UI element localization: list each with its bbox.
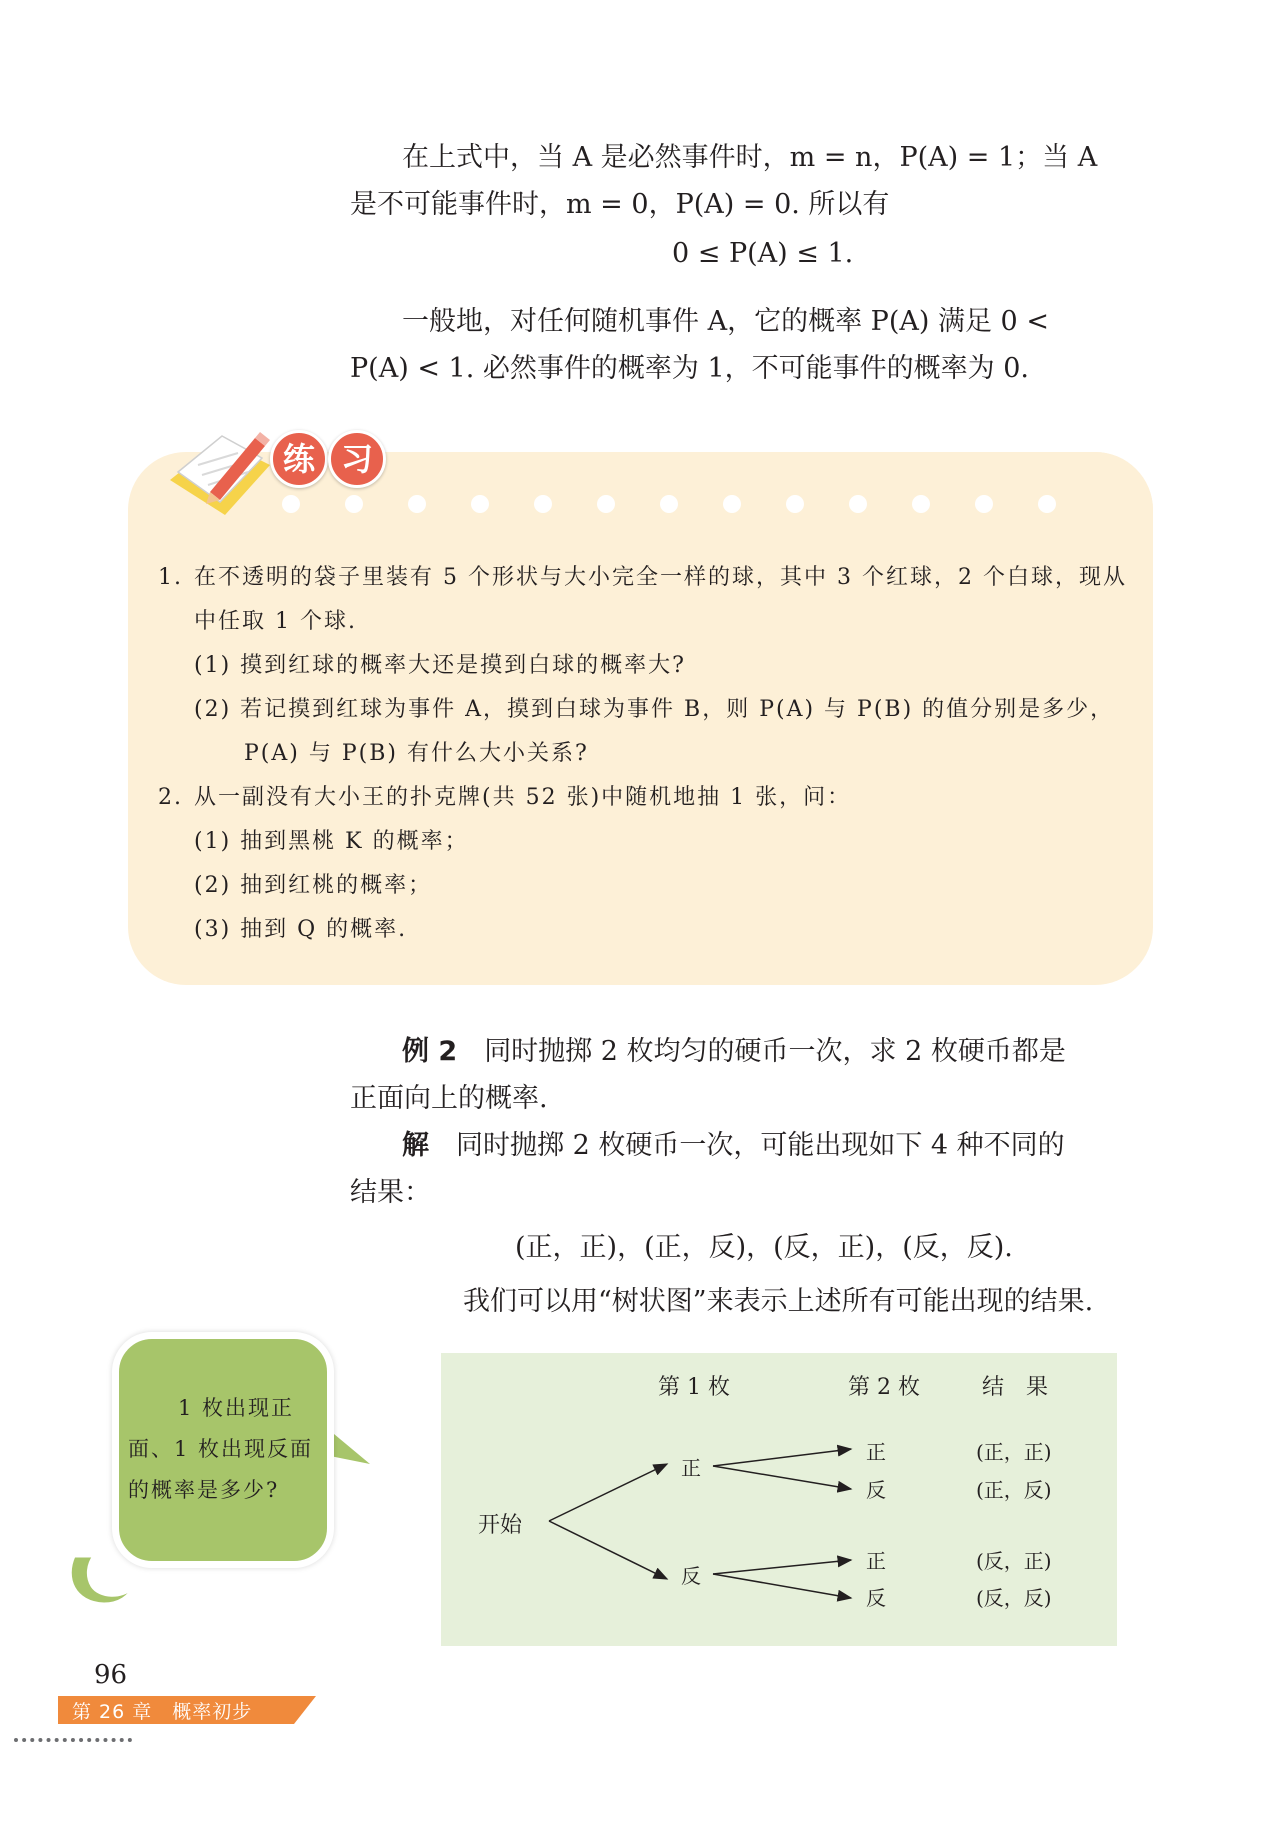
tree-second-node: 反 <box>866 1586 886 1610</box>
decor-dot <box>849 495 867 513</box>
statement-line-1: 一般地，对任何随机事件 A，它的概率 P(A) 满足 0 < <box>402 306 1049 337</box>
exercise-2-number: 2. <box>158 785 183 810</box>
general-statement-paragraph <box>350 298 1147 392</box>
exercise-2-sub-2: (2) 抽到红桃的概率； <box>194 873 433 898</box>
bubble-line-1: 1 枚出现正 <box>178 1396 295 1420</box>
bubble-question <box>128 1388 328 1511</box>
solution-line-1: 同时抛掷 2 枚硬币一次，可能出现如下 4 种不同的 <box>456 1130 1065 1161</box>
practice-box-tab <box>260 452 1153 542</box>
tree-start-node: 开始 <box>478 1513 523 1538</box>
tree-first-heads-node: 正 <box>681 1456 701 1480</box>
decor-dot <box>1038 495 1056 513</box>
practice-badge-char-2: 习 <box>328 430 386 488</box>
solution-label: 解 <box>402 1130 429 1161</box>
tree-header-second-coin: 第 2 枚 <box>848 1375 920 1400</box>
bubble-line-2: 面、1 枚出现反面 <box>128 1437 314 1461</box>
tree-second-node: 反 <box>866 1478 886 1502</box>
intro-paragraph <box>350 134 1147 228</box>
decor-dot <box>786 495 804 513</box>
exercise-1-sub-1: (1) 摸到红球的概率大还是摸到白球的概率大? <box>194 653 686 678</box>
exercise-1-sub-2-line-2: P(A) 与 P(B) 有什么大小关系? <box>244 741 589 766</box>
decor-dot <box>345 495 363 513</box>
tree-second-node: 正 <box>866 1440 886 1464</box>
decor-dot <box>408 495 426 513</box>
exercise-1-number: 1. <box>158 565 183 590</box>
decor-dot <box>282 495 300 513</box>
paper-pencil-icon <box>150 420 290 530</box>
tree-result: (正，正) <box>976 1440 1052 1464</box>
solution-line-2: 结果： <box>350 1177 431 1208</box>
decor-dot <box>975 495 993 513</box>
practice-badge-char-1: 练 <box>270 430 328 488</box>
tree-result: (反，正) <box>976 1549 1052 1573</box>
decor-dot <box>534 495 552 513</box>
tree-second-node: 正 <box>866 1549 886 1573</box>
footer-dotted-rule <box>14 1738 132 1742</box>
decor-dot <box>471 495 489 513</box>
intro-line-1: 在上式中，当 A 是必然事件时，m = n，P(A) = 1；当 A <box>402 142 1098 173</box>
exercise-1-sub-2-line-1: (2) 若记摸到红球为事件 A，摸到白球为事件 B，则 P(A) 与 P(B) 的值分别是多少， <box>194 697 1115 722</box>
tree-result: (反，反) <box>976 1586 1052 1610</box>
example-line-2: 正面向上的概率. <box>350 1083 548 1114</box>
exercise-2-sub-1: (1) 抽到黑桃 K 的概率； <box>194 829 469 854</box>
example-2 <box>350 1028 1162 1122</box>
tree-header-result: 结 果 <box>982 1375 1049 1400</box>
tree-first-tails-node: 反 <box>681 1564 701 1588</box>
example-line-1: 同时抛掷 2 枚均匀的硬币一次，求 2 枚硬币都是 <box>484 1036 1066 1067</box>
statement-line-2: P(A) < 1. 必然事件的概率为 1，不可能事件的概率为 0. <box>350 353 1029 384</box>
exercise-2-text: 从一副没有大小王的扑克牌(共 52 张)中随机地抽 1 张，问： <box>194 785 852 810</box>
exercise-1-text <box>194 556 1144 644</box>
bubble-line-3: 的概率是多少? <box>128 1478 280 1502</box>
exercise-1-line-1: 在不透明的袋子里装有 5 个形状与大小完全一样的球，其中 3 个红球，2 个白球，现从 <box>194 565 1127 590</box>
outcomes-list: (正，正)，(正，反)，(反，正)，(反，反). <box>515 1232 1013 1263</box>
page-number: 96 <box>94 1660 128 1690</box>
chapter-label: 第 26 章 概率初步 <box>72 1701 253 1723</box>
solution <box>350 1122 1162 1216</box>
exercise-1-sub-2 <box>194 688 1144 776</box>
decor-dot <box>597 495 615 513</box>
probability-range-formula: 0 ≤ P(A) ≤ 1. <box>672 238 854 269</box>
example-label: 例 2 <box>402 1036 458 1067</box>
tree-header-first-coin: 第 1 枚 <box>658 1375 730 1400</box>
exercise-1-line-2: 中任取 1 个球. <box>194 609 357 634</box>
leaf-swirl-icon <box>64 1548 136 1612</box>
intro-line-2: 是不可能事件时，m = 0，P(A) = 0. 所以有 <box>350 189 890 220</box>
tree-result: (正，反) <box>976 1478 1052 1502</box>
decor-dot <box>912 495 930 513</box>
tree-intro: 我们可以用“树状图”来表示上述所有可能出现的结果. <box>463 1286 1094 1317</box>
exercise-2-sub-3: (3) 抽到 Q 的概率. <box>194 917 408 942</box>
decor-dot <box>723 495 741 513</box>
decor-dot <box>660 495 678 513</box>
